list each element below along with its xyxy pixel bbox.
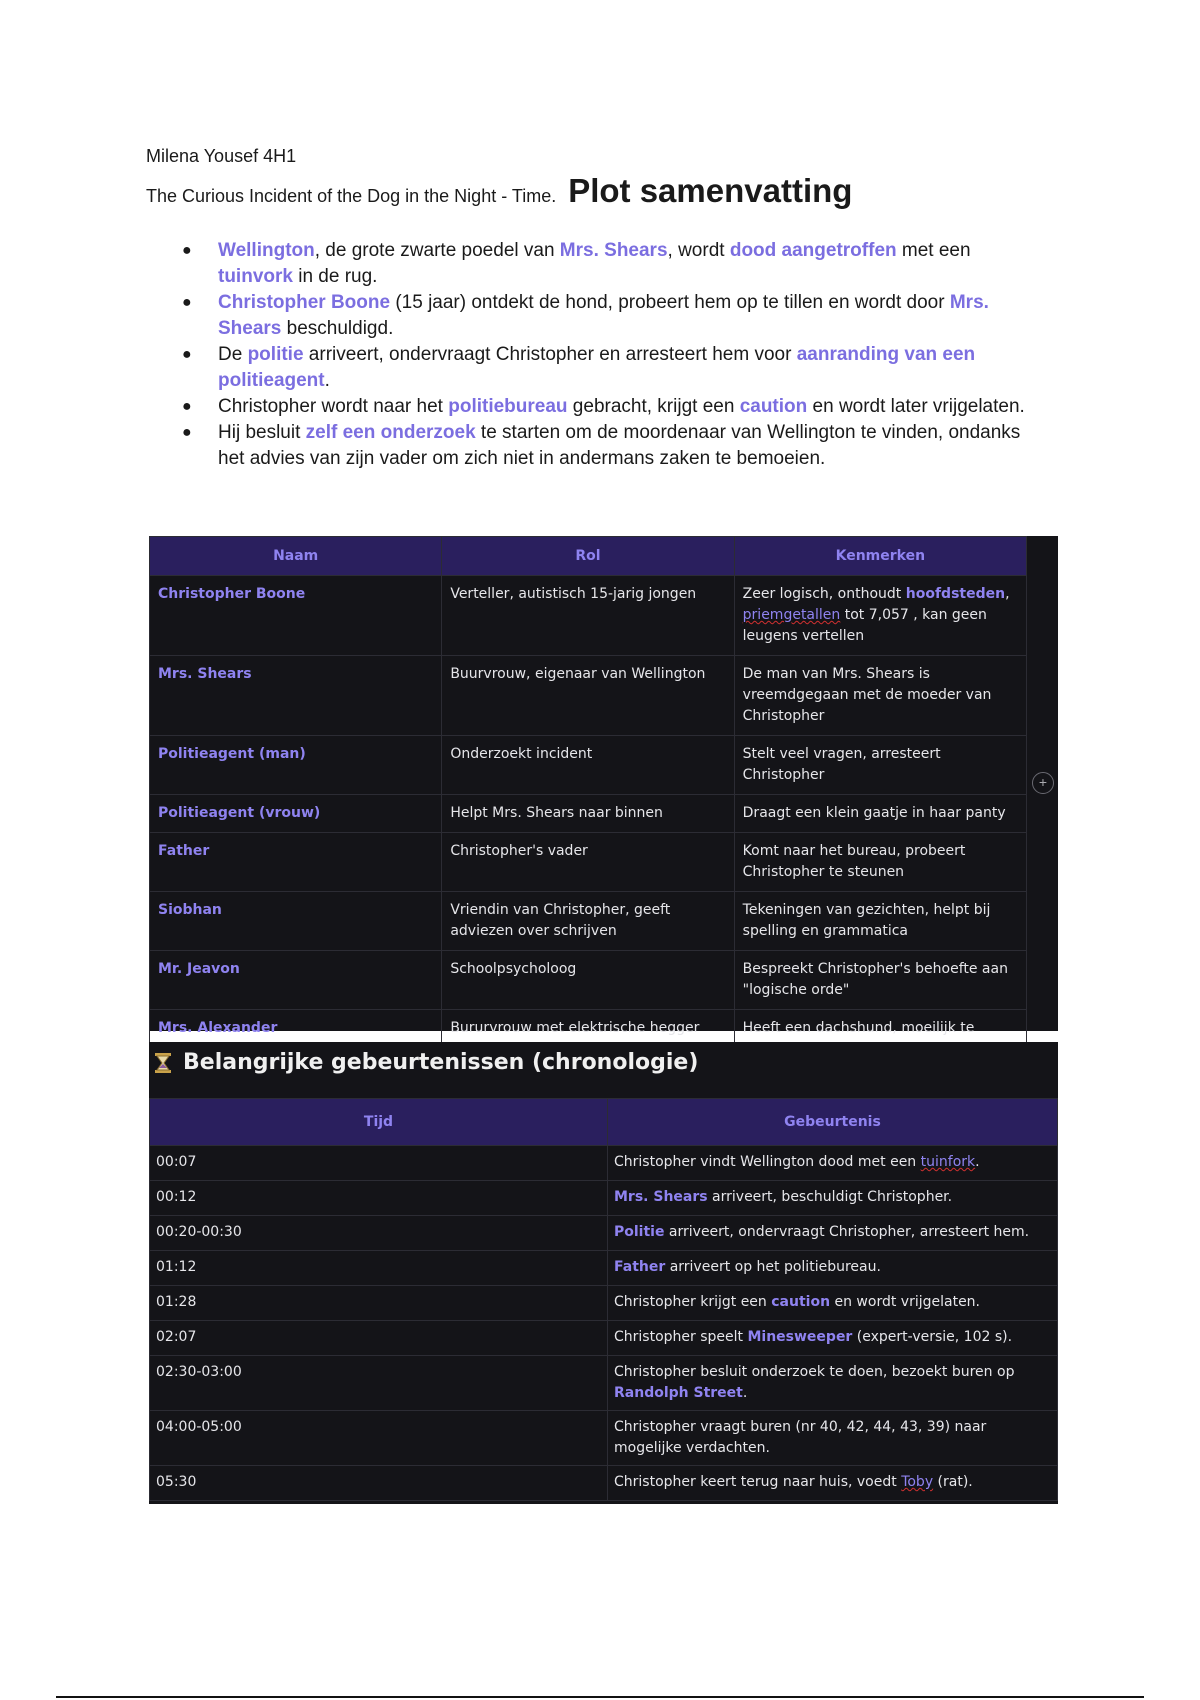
table-row (150, 1321, 1058, 1356)
event-time: 00:07 (150, 1146, 608, 1181)
character-role: Christopher's vader (442, 833, 734, 892)
table-row (150, 1411, 1058, 1466)
text-segment: Christopher vindt Wellington dood met een (614, 1154, 921, 1170)
table-row (150, 1146, 1058, 1181)
highlighted-term: tuinvork (218, 266, 293, 287)
highlighted-term: tuinfork (920, 1154, 976, 1170)
character-role: Buurvrouw, eigenaar van Wellington (442, 656, 734, 736)
highlighted-term: Mrs. Shears (218, 292, 989, 339)
text-segment: en wordt vrijgelaten. (830, 1294, 980, 1310)
character-name: Father (150, 833, 442, 892)
character-traits (734, 892, 1026, 951)
character-traits (734, 951, 1026, 1010)
event-description (608, 1216, 1058, 1251)
text-segment: De (218, 344, 248, 365)
hourglass-icon (153, 1052, 173, 1074)
text-segment: Christopher wordt naar het (218, 396, 449, 417)
event-description (608, 1251, 1058, 1286)
text-segment: en wordt later vrijgelaten. (807, 396, 1025, 417)
plot-bullet-item (146, 420, 1046, 472)
highlighted-term: Randolph Street (614, 1385, 743, 1401)
bullet-dot-icon: ● (182, 242, 192, 259)
character-traits (734, 656, 1026, 736)
table-row (150, 656, 1027, 736)
text-segment: Draagt een klein gaatje in haar panty (742, 805, 1006, 821)
text-segment: Christopher krijgt een (614, 1294, 772, 1310)
highlighted-term: Father (614, 1259, 666, 1275)
highlighted-term: aanranding van een politieagent (218, 344, 976, 391)
column-header-role: Rol (442, 537, 734, 576)
character-name: Mrs. Shears (150, 656, 442, 736)
character-name: Mrs. Alexander (150, 1010, 442, 1069)
text-segment: arriveert, beschuldigt Christopher. (707, 1189, 953, 1205)
text-segment: . (324, 370, 330, 391)
table-row (150, 795, 1027, 833)
text-segment: . (975, 1154, 980, 1170)
text-segment: Heeft een dachshund, moeilijk te (742, 1020, 975, 1036)
table-row (150, 576, 1027, 656)
character-role: Bururvrouw met elektrische hegger (442, 1010, 734, 1069)
bullet-dot-icon: ● (182, 398, 192, 415)
text-segment: , (1005, 586, 1010, 602)
highlighted-term: dood aangetroffen (729, 240, 897, 261)
add-column-button[interactable]: + (1032, 772, 1054, 794)
title-line (146, 172, 852, 210)
event-time: 05:30 (150, 1466, 608, 1501)
character-traits (734, 576, 1026, 656)
text-segment: . (742, 1385, 748, 1401)
highlighted-term: Mrs. Shears (559, 240, 668, 261)
character-role: Vriendin van Christopher, geeft adviezen over schrijven (442, 892, 734, 951)
character-name: Christopher Boone (150, 576, 442, 656)
highlighted-term: Toby (901, 1474, 934, 1490)
characters-table (149, 536, 1027, 1069)
events-heading-text: Belangrijke gebeurtenissen (chronologie) (183, 1050, 699, 1075)
column-header-traits: Kenmerken (734, 537, 1026, 576)
text-segment: (15 jaar) ontdekt de hond, probeert hem op te tillen en wordt door (390, 292, 950, 313)
highlighted-term: caution (771, 1294, 831, 1310)
highlighted-term: hoofdsteden (905, 586, 1006, 602)
events-panel (149, 1042, 1058, 1504)
column-header-name: Naam (150, 537, 442, 576)
text-segment: Christopher speelt (614, 1329, 748, 1345)
table-row (150, 1466, 1058, 1501)
highlighted-term: Mrs. Shears (614, 1189, 708, 1205)
highlighted-term: caution (739, 396, 808, 417)
text-segment: , wordt (667, 240, 730, 261)
column-header-event: Gebeurtenis (608, 1099, 1058, 1146)
event-time: 00:12 (150, 1181, 608, 1216)
character-traits (734, 795, 1026, 833)
characters-panel (149, 536, 1058, 1036)
text-segment: arriveert, ondervraagt Christopher en arresteert hem voor (303, 344, 797, 365)
table-row (150, 951, 1027, 1010)
table-row (150, 833, 1027, 892)
highlighted-term: zelf een onderzoek (305, 422, 476, 443)
text-segment: Hij besluit (218, 422, 306, 443)
highlighted-term: politiebureau (448, 396, 568, 417)
book-title: The Curious Incident of the Dog in the Night - Time. (146, 186, 557, 206)
character-role: Verteller, autistisch 15-jarig jongen (442, 576, 734, 656)
text-segment: (rat). (933, 1474, 973, 1490)
plot-bullet-item (146, 238, 1046, 290)
character-role: Schoolpsycholoog (442, 951, 734, 1010)
table-row (150, 1216, 1058, 1251)
table-header-row (150, 1099, 1058, 1146)
column-header-time: Tijd (150, 1099, 608, 1146)
character-name: Mr. Jeavon (150, 951, 442, 1010)
character-role: Helpt Mrs. Shears naar binnen (442, 795, 734, 833)
text-segment: arriveert op het politiebureau. (665, 1259, 881, 1275)
plot-bullet-item (146, 290, 1046, 342)
text-segment: gebracht, krijgt een (567, 396, 740, 417)
text-segment: (expert-versie, 102 s). (852, 1329, 1013, 1345)
highlighted-term: Minesweeper (747, 1329, 853, 1345)
page-title: Plot samenvatting (568, 172, 853, 209)
character-traits (734, 833, 1026, 892)
text-segment: Christopher vraagt buren (nr 40, 42, 44, 43, 39) naar mogelijke verdachten. (614, 1419, 987, 1456)
text-segment: De man van Mrs. Shears is vreemdgegaan met de moeder van Christopher (742, 666, 992, 724)
event-description (608, 1181, 1058, 1216)
table-row (150, 892, 1027, 951)
events-heading (153, 1050, 698, 1075)
text-segment: met een (896, 240, 971, 261)
events-table (149, 1098, 1058, 1501)
text-segment: in de rug. (292, 266, 378, 287)
text-segment: Christopher keert terug naar huis, voedt (614, 1474, 902, 1490)
text-segment: arriveert, ondervraagt Christopher, arresteert hem. (664, 1224, 1030, 1240)
plot-bullet-item (146, 394, 1046, 420)
text-segment: Christopher besluit onderzoek te doen, bezoekt buren op (614, 1364, 1015, 1380)
character-role: Onderzoekt incident (442, 736, 734, 795)
text-segment: , de grote zwarte poedel van (314, 240, 560, 261)
text-segment: beschuldigd. (281, 318, 394, 339)
bullet-dot-icon: ● (182, 294, 192, 311)
table-row (150, 736, 1027, 795)
event-description (608, 1411, 1058, 1466)
bullet-dot-icon: ● (182, 424, 192, 441)
event-time: 01:28 (150, 1286, 608, 1321)
highlighted-term: Wellington (218, 240, 315, 261)
event-time: 02:30-03:00 (150, 1356, 608, 1411)
text-segment: te starten om de moordenaar van Wellington te vinden, ondanks het advies van zijn vader om zich niet in andermans zaken te bemoeien. (218, 422, 1021, 469)
highlighted-term: priemgetallen (742, 607, 841, 623)
event-description (608, 1356, 1058, 1411)
text-segment: Bespreekt Christopher's behoefte aan "logische orde" (742, 961, 1008, 998)
highlighted-term: Christopher Boone (218, 292, 391, 313)
text-segment: tot 7,057 , kan geen leugens vertellen (742, 607, 987, 644)
text-segment: Zeer logisch, onthoudt (742, 586, 906, 602)
author-line: Milena Yousef 4H1 (146, 146, 297, 166)
event-description (608, 1321, 1058, 1356)
event-time: 00:20-00:30 (150, 1216, 608, 1251)
character-traits (734, 736, 1026, 795)
event-time: 02:07 (150, 1321, 608, 1356)
table-row (150, 1251, 1058, 1286)
highlighted-term: Politie (614, 1224, 665, 1240)
plot-bullet-item (146, 342, 1046, 394)
footer-divider (56, 1696, 1144, 1698)
table-header-row (150, 537, 1027, 576)
character-name: Politieagent (vrouw) (150, 795, 442, 833)
table-row (150, 1181, 1058, 1216)
table-row (150, 1286, 1058, 1321)
event-time: 04:00-05:00 (150, 1411, 608, 1466)
character-name: Siobhan (150, 892, 442, 951)
event-description (608, 1466, 1058, 1501)
highlighted-term: politie (247, 344, 304, 365)
table-row (150, 1356, 1058, 1411)
plot-bullet-list (146, 238, 1046, 472)
event-time: 01:12 (150, 1251, 608, 1286)
event-description (608, 1286, 1058, 1321)
event-description (608, 1146, 1058, 1181)
text-segment: Komt naar het bureau, probeert Christopher te steunen (742, 843, 966, 880)
bullet-dot-icon: ● (182, 346, 192, 363)
text-segment: Tekeningen van gezichten, helpt bij spelling en grammatica (742, 902, 991, 939)
text-segment: Stelt veel vragen, arresteert Christopher (742, 746, 941, 783)
character-name: Politieagent (man) (150, 736, 442, 795)
